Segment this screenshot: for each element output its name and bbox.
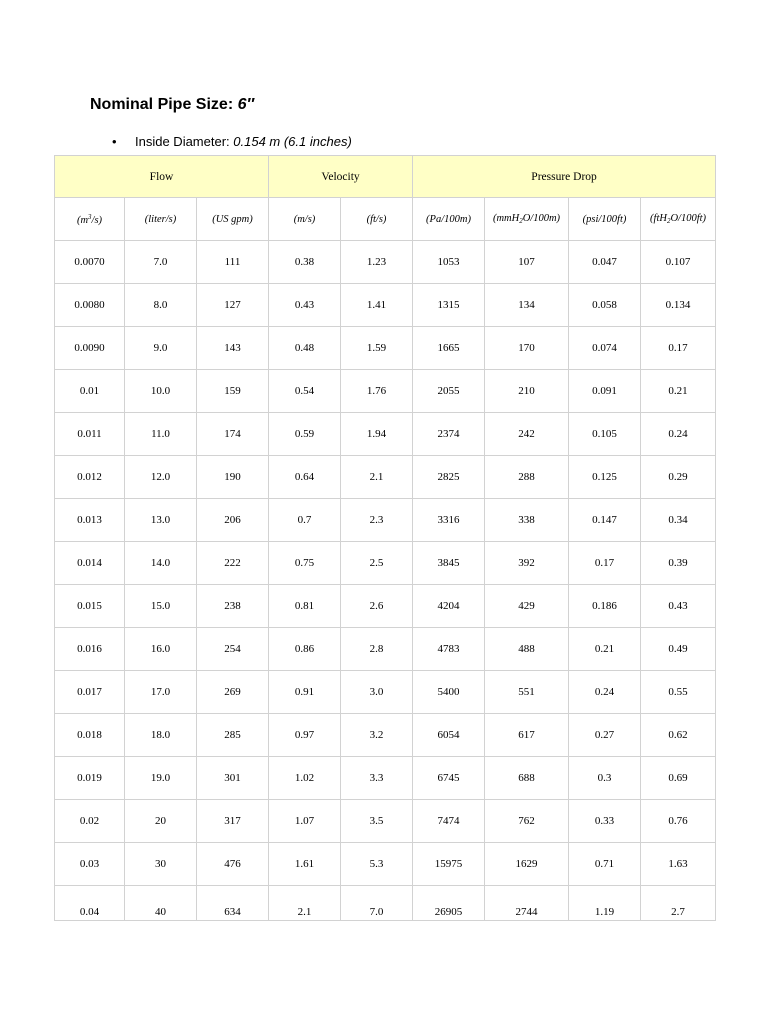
cell-velocity-m-s: 1.61 (269, 843, 341, 886)
cell-velocity-ft-s: 2.1 (341, 456, 413, 499)
cell-flow-liter-s: 11.0 (125, 413, 197, 456)
cell-pressure-mmh2o: 762 (485, 800, 569, 843)
cell-pressure-fth2o: 0.21 (641, 370, 716, 413)
cell-pressure-mmh2o: 242 (485, 413, 569, 456)
cell-flow-m3s: 0.019 (55, 757, 125, 800)
cell-flow-liter-s: 16.0 (125, 628, 197, 671)
cell-pressure-fth2o: 0.34 (641, 499, 716, 542)
cell-flow-m3s: 0.016 (55, 628, 125, 671)
cell-flow-us-gpm: 238 (197, 585, 269, 628)
cell-pressure-mmh2o: 134 (485, 284, 569, 327)
table-row (55, 241, 716, 284)
cell-flow-us-gpm: 254 (197, 628, 269, 671)
cell-velocity-m-s: 0.81 (269, 585, 341, 628)
cell-velocity-ft-s: 7.0 (341, 886, 413, 921)
cell-pressure-pa: 2055 (413, 370, 485, 413)
cell-flow-liter-s: 20 (125, 800, 197, 843)
cell-velocity-ft-s: 2.6 (341, 585, 413, 628)
cell-flow-m3s: 0.01 (55, 370, 125, 413)
pressure-drop-group-header: Pressure Drop (413, 156, 716, 198)
cell-flow-m3s: 0.013 (55, 499, 125, 542)
cell-flow-liter-s: 17.0 (125, 671, 197, 714)
cell-flow-us-gpm: 127 (197, 284, 269, 327)
cell-pressure-psi: 0.047 (569, 241, 641, 284)
unit-velocity-ft-s: (ft/s) (341, 198, 413, 241)
cell-pressure-mmh2o: 170 (485, 327, 569, 370)
cell-pressure-psi: 0.21 (569, 628, 641, 671)
cell-velocity-ft-s: 3.5 (341, 800, 413, 843)
cell-pressure-mmh2o: 288 (485, 456, 569, 499)
cell-flow-us-gpm: 174 (197, 413, 269, 456)
table-row (55, 370, 716, 413)
cell-pressure-psi: 0.147 (569, 499, 641, 542)
table-row (55, 413, 716, 456)
cell-flow-us-gpm: 301 (197, 757, 269, 800)
cell-pressure-psi: 0.125 (569, 456, 641, 499)
cell-flow-us-gpm: 476 (197, 843, 269, 886)
velocity-group-header: Velocity (269, 156, 413, 198)
cell-pressure-pa: 3316 (413, 499, 485, 542)
table-row (55, 542, 716, 585)
cell-flow-m3s: 0.014 (55, 542, 125, 585)
cell-pressure-fth2o: 2.7 (641, 886, 716, 921)
cell-pressure-fth2o: 0.43 (641, 585, 716, 628)
cell-flow-m3s: 0.0080 (55, 284, 125, 327)
cell-pressure-psi: 0.105 (569, 413, 641, 456)
cell-pressure-psi: 0.074 (569, 327, 641, 370)
pressure-drop-table (54, 155, 716, 921)
cell-flow-m3s: 0.0090 (55, 327, 125, 370)
cell-velocity-m-s: 1.07 (269, 800, 341, 843)
cell-flow-m3s: 0.012 (55, 456, 125, 499)
cell-velocity-m-s: 0.86 (269, 628, 341, 671)
cell-velocity-ft-s: 1.76 (341, 370, 413, 413)
cell-flow-m3s: 0.017 (55, 671, 125, 714)
cell-pressure-pa: 3845 (413, 542, 485, 585)
cell-pressure-psi: 0.091 (569, 370, 641, 413)
cell-velocity-m-s: 0.38 (269, 241, 341, 284)
cell-flow-liter-s: 8.0 (125, 284, 197, 327)
flow-group-header: Flow (55, 156, 269, 198)
table-row (55, 714, 716, 757)
cell-pressure-mmh2o: 2744 (485, 886, 569, 921)
cell-pressure-mmh2o: 551 (485, 671, 569, 714)
cell-pressure-psi: 0.058 (569, 284, 641, 327)
cell-flow-us-gpm: 634 (197, 886, 269, 921)
page-heading (90, 96, 254, 114)
cell-pressure-mmh2o: 210 (485, 370, 569, 413)
cell-flow-us-gpm: 269 (197, 671, 269, 714)
cell-flow-us-gpm: 111 (197, 241, 269, 284)
cell-velocity-ft-s: 2.8 (341, 628, 413, 671)
cell-flow-liter-s: 14.0 (125, 542, 197, 585)
cell-pressure-fth2o: 0.24 (641, 413, 716, 456)
table-row (55, 499, 716, 542)
cell-pressure-fth2o: 0.76 (641, 800, 716, 843)
cell-pressure-mmh2o: 338 (485, 499, 569, 542)
cell-pressure-pa: 4783 (413, 628, 485, 671)
cell-flow-m3s: 0.02 (55, 800, 125, 843)
cell-flow-m3s: 0.011 (55, 413, 125, 456)
cell-flow-liter-s: 9.0 (125, 327, 197, 370)
cell-flow-m3s: 0.04 (55, 886, 125, 921)
cell-velocity-m-s: 0.48 (269, 327, 341, 370)
cell-pressure-fth2o: 0.55 (641, 671, 716, 714)
cell-pressure-psi: 0.3 (569, 757, 641, 800)
cell-pressure-fth2o: 0.107 (641, 241, 716, 284)
cell-flow-m3s: 0.018 (55, 714, 125, 757)
table-row (55, 757, 716, 800)
cell-pressure-psi: 0.186 (569, 585, 641, 628)
cell-pressure-fth2o: 0.69 (641, 757, 716, 800)
cell-velocity-ft-s: 5.3 (341, 843, 413, 886)
cell-pressure-pa: 1053 (413, 241, 485, 284)
heading-label: Nominal Pipe Size: (90, 96, 238, 113)
cell-velocity-m-s: 0.97 (269, 714, 341, 757)
unit-pressure-mmh2o: (mmH$_2$O/100m) (485, 198, 569, 241)
cell-velocity-ft-s: 2.5 (341, 542, 413, 585)
cell-velocity-ft-s: 3.0 (341, 671, 413, 714)
cell-velocity-m-s: 0.7 (269, 499, 341, 542)
cell-velocity-m-s: 0.91 (269, 671, 341, 714)
bullet-dot: • (112, 134, 117, 149)
unit-pressure-psi: (psi/100ft) (569, 198, 641, 241)
cell-pressure-pa: 4204 (413, 585, 485, 628)
cell-flow-liter-s: 13.0 (125, 499, 197, 542)
cell-flow-m3s: 0.0070 (55, 241, 125, 284)
cell-velocity-m-s: 0.54 (269, 370, 341, 413)
cell-pressure-psi: 0.33 (569, 800, 641, 843)
unit-flow-m3s: $(m^3/s)$ (55, 198, 125, 241)
table-row (55, 284, 716, 327)
cell-pressure-pa: 1315 (413, 284, 485, 327)
cell-pressure-pa: 1665 (413, 327, 485, 370)
table-row (55, 671, 716, 714)
cell-pressure-pa: 5400 (413, 671, 485, 714)
cell-velocity-ft-s: 3.2 (341, 714, 413, 757)
cell-flow-liter-s: 18.0 (125, 714, 197, 757)
cell-pressure-pa: 26905 (413, 886, 485, 921)
unit-velocity-m-s: (m/s) (269, 198, 341, 241)
cell-velocity-ft-s: 1.94 (341, 413, 413, 456)
cell-pressure-pa: 15975 (413, 843, 485, 886)
cell-flow-us-gpm: 159 (197, 370, 269, 413)
cell-pressure-fth2o: 1.63 (641, 843, 716, 886)
cell-flow-us-gpm: 143 (197, 327, 269, 370)
cell-pressure-psi: 0.17 (569, 542, 641, 585)
cell-flow-liter-s: 10.0 (125, 370, 197, 413)
cell-pressure-pa: 7474 (413, 800, 485, 843)
cell-flow-liter-s: 30 (125, 843, 197, 886)
unit-pressure-fth2o: (ftH$_2$O/100ft) (641, 198, 716, 241)
cell-flow-liter-s: 7.0 (125, 241, 197, 284)
cell-flow-us-gpm: 285 (197, 714, 269, 757)
cell-velocity-ft-s: 1.59 (341, 327, 413, 370)
cell-flow-us-gpm: 222 (197, 542, 269, 585)
inside-diameter-item (112, 134, 352, 149)
cell-flow-us-gpm: 317 (197, 800, 269, 843)
inside-diameter-value: 0.154 m (6.1 inches) (233, 134, 352, 149)
cell-velocity-m-s: 0.64 (269, 456, 341, 499)
cell-flow-liter-s: 15.0 (125, 585, 197, 628)
cell-pressure-psi: 0.27 (569, 714, 641, 757)
cell-pressure-pa: 2825 (413, 456, 485, 499)
cell-pressure-fth2o: 0.134 (641, 284, 716, 327)
unit-flow-us-gpm: (US gpm) (197, 198, 269, 241)
cell-velocity-m-s: 1.02 (269, 757, 341, 800)
cell-velocity-m-s: 2.1 (269, 886, 341, 921)
cell-pressure-mmh2o: 107 (485, 241, 569, 284)
table-row (55, 843, 716, 886)
cell-pressure-fth2o: 0.17 (641, 327, 716, 370)
cell-pressure-pa: 2374 (413, 413, 485, 456)
cell-pressure-fth2o: 0.62 (641, 714, 716, 757)
heading-value: 6″ (237, 96, 255, 113)
cell-velocity-m-s: 0.43 (269, 284, 341, 327)
table-row (55, 327, 716, 370)
cell-pressure-pa: 6054 (413, 714, 485, 757)
cell-pressure-mmh2o: 688 (485, 757, 569, 800)
cell-flow-liter-s: 19.0 (125, 757, 197, 800)
cell-velocity-ft-s: 1.23 (341, 241, 413, 284)
cell-flow-m3s: 0.015 (55, 585, 125, 628)
cell-pressure-mmh2o: 429 (485, 585, 569, 628)
cell-pressure-fth2o: 0.29 (641, 456, 716, 499)
cell-pressure-mmh2o: 488 (485, 628, 569, 671)
cell-pressure-pa: 6745 (413, 757, 485, 800)
cell-flow-us-gpm: 190 (197, 456, 269, 499)
cell-velocity-ft-s: 2.3 (341, 499, 413, 542)
table-row (55, 585, 716, 628)
cell-velocity-m-s: 0.75 (269, 542, 341, 585)
cell-flow-liter-s: 40 (125, 886, 197, 921)
cell-flow-liter-s: 12.0 (125, 456, 197, 499)
unit-header-row (55, 198, 716, 241)
table-row (55, 800, 716, 843)
group-header-row (55, 156, 716, 198)
cell-velocity-ft-s: 3.3 (341, 757, 413, 800)
cell-velocity-ft-s: 1.41 (341, 284, 413, 327)
cell-flow-us-gpm: 206 (197, 499, 269, 542)
table-row (55, 886, 716, 921)
cell-pressure-psi: 0.71 (569, 843, 641, 886)
cell-pressure-mmh2o: 617 (485, 714, 569, 757)
cell-pressure-mmh2o: 1629 (485, 843, 569, 886)
cell-pressure-psi: 0.24 (569, 671, 641, 714)
inside-diameter-label: Inside Diameter: (135, 134, 234, 149)
cell-pressure-psi: 1.19 (569, 886, 641, 921)
cell-velocity-m-s: 0.59 (269, 413, 341, 456)
table-row (55, 628, 716, 671)
unit-flow-liter-s: (liter/s) (125, 198, 197, 241)
cell-pressure-fth2o: 0.49 (641, 628, 716, 671)
cell-flow-m3s: 0.03 (55, 843, 125, 886)
cell-pressure-mmh2o: 392 (485, 542, 569, 585)
unit-pressure-pa: (Pa/100m) (413, 198, 485, 241)
cell-pressure-fth2o: 0.39 (641, 542, 716, 585)
table-row (55, 456, 716, 499)
